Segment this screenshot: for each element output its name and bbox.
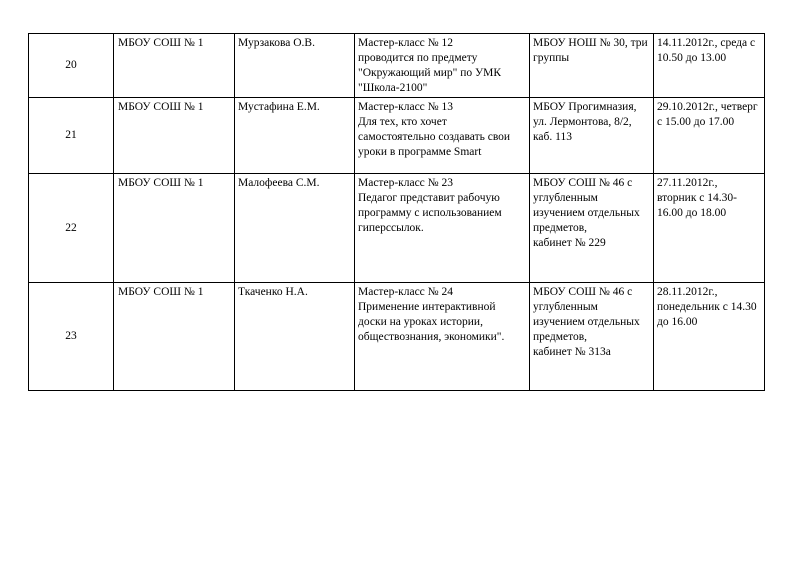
venue-cell: МБОУ СОШ № 46 с углубленным изучением отдельных предметов, кабинет № 313а — [530, 283, 654, 391]
event-cell: Мастер-класс № 13 Для тех, кто хочет самостоятельно создавать свои уроки в программе Smart — [355, 98, 530, 174]
venue-cell: МБОУ Прогимназия, ул. Лермонтова, 8/2, каб. 113 — [530, 98, 654, 174]
teacher-cell: Малофеева С.М. — [235, 174, 355, 283]
event-cell: Мастер-класс № 24 Применение интерактивной доски на уроках истории, обществознания, экономики". — [355, 283, 530, 391]
row-number: 23 — [29, 283, 114, 391]
school-cell: МБОУ СОШ № 1 — [114, 283, 235, 391]
datetime-cell: 28.11.2012г., понедельник с 14.30 до 16.00 — [654, 283, 765, 391]
venue-cell: МБОУ СОШ № 46 с углубленным изучением отдельных предметов, кабинет № 229 — [530, 174, 654, 283]
event-cell: Мастер-класс № 23 Педагог представит рабочую программу с использованием гиперссылок. — [355, 174, 530, 283]
datetime-cell: 27.11.2012г., вторник с 14.30- 16.00 до 18.00 — [654, 174, 765, 283]
teacher-cell: Мурзакова О.В. — [235, 34, 355, 98]
venue-cell: МБОУ НОШ № 30, три группы — [530, 34, 654, 98]
row-number: 22 — [29, 174, 114, 283]
table-row — [29, 283, 765, 391]
datetime-cell: 29.10.2012г., четверг с 15.00 до 17.00 — [654, 98, 765, 174]
teacher-cell: Мустафина Е.М. — [235, 98, 355, 174]
row-number: 20 — [29, 34, 114, 98]
school-cell: МБОУ СОШ № 1 — [114, 34, 235, 98]
table-row — [29, 174, 765, 283]
event-cell: Мастер-класс № 12 проводится по предмету "Окружающий мир" по УМК "Школа-2100" — [355, 34, 530, 98]
datetime-cell: 14.11.2012г., среда с 10.50 до 13.00 — [654, 34, 765, 98]
school-cell: МБОУ СОШ № 1 — [114, 174, 235, 283]
table-row — [29, 34, 765, 98]
row-number: 21 — [29, 98, 114, 174]
table-row — [29, 98, 765, 174]
teacher-cell: Ткаченко Н.А. — [235, 283, 355, 391]
school-cell: МБОУ СОШ № 1 — [114, 98, 235, 174]
schedule-table — [28, 33, 765, 391]
